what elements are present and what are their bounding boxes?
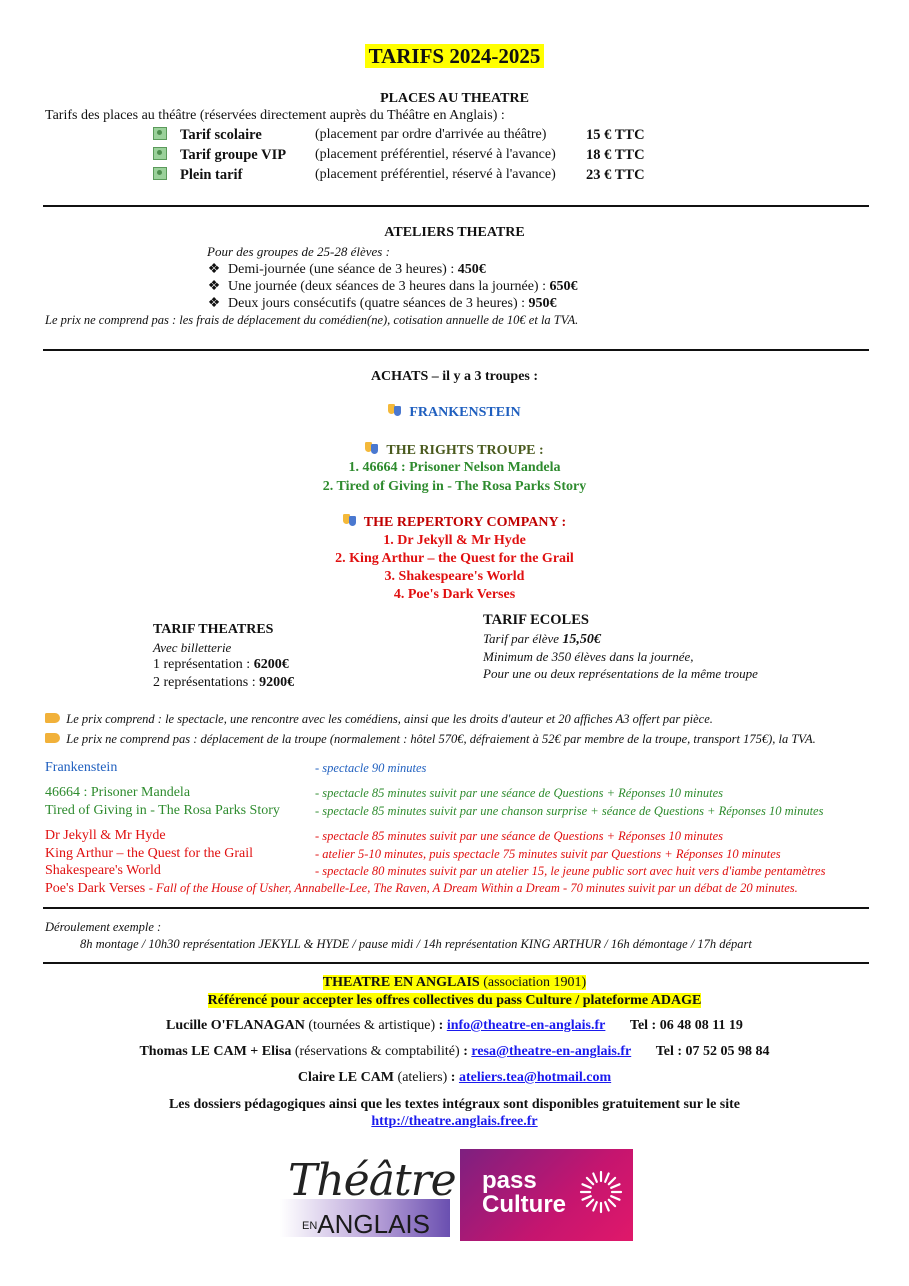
- show-desc: - spectacle 85 minutes suivit par une chanson surprise + séance de Questions + Réponses 10 minutes: [315, 804, 824, 818]
- page-title: TARIFS 2024-2025: [365, 44, 545, 68]
- tarif-ecoles-line-text: Tarif par élève: [483, 631, 563, 646]
- contact-row: Thomas LE CAM + Elisa (réservations & comptabilité) : resa@theatre-en-anglais.fr Tel : 07 52 05 98 84: [139, 1044, 770, 1059]
- show-name: Poe's Dark Verses: [45, 881, 149, 896]
- show-desc: - spectacle 85 minutes suivit par une séance de Questions + Réponses 10 minutes: [315, 829, 724, 843]
- contact-email-link[interactable]: ateliers.tea@hotmail.com: [458, 1070, 612, 1085]
- contact-tel: Tel : 06 48 08 11 19: [629, 1018, 743, 1033]
- tarif-ecoles-line3: Pour une ou deux représentations de la même troupe: [483, 666, 758, 681]
- troupe-repertory-item: 3. Shakespeare's World: [384, 569, 525, 584]
- troupe-frankenstein-label: FRANKENSTEIN: [409, 405, 521, 420]
- show-desc: - spectacle 90 minutes: [315, 761, 427, 775]
- theatre-masks-icon: [388, 404, 402, 416]
- troupe-rights-item: 2. Tired of Giving in - The Rosa Parks Story: [322, 479, 587, 494]
- ateliers-item-text: Demi-journée (une séance de 3 heures) :: [228, 262, 458, 277]
- theatre-en-anglais-logo: [280, 1149, 454, 1240]
- divider: [43, 205, 869, 207]
- contact-email-link[interactable]: resa@theatre-en-anglais.fr: [471, 1044, 632, 1059]
- contact-name: Lucille O'FLANAGAN: [166, 1018, 305, 1033]
- show-poe: [45, 881, 798, 897]
- org-note: (association 1901): [479, 975, 587, 990]
- tarif-ecoles-line-price: 15,50€: [562, 632, 601, 647]
- diamond-bullet-icon: ❖: [207, 279, 221, 294]
- contact-name: Thomas LE CAM + Elisa: [139, 1044, 292, 1059]
- tarif-theatres-heading: TARIF THEATRES: [153, 622, 274, 637]
- troupe-repertory-item: 1. Dr Jekyll & Mr Hyde: [383, 533, 526, 548]
- places-row-name: Plein tarif: [180, 167, 243, 183]
- places-row-price: 23 € TTC: [586, 167, 645, 183]
- show-desc: - spectacle 85 minutes suivit par une séance de Questions + Réponses 10 minutes: [315, 786, 724, 800]
- places-row-price: 18 € TTC: [586, 147, 645, 163]
- ateliers-heading: ATELIERS THEATRE: [384, 225, 525, 240]
- divider: [43, 962, 869, 964]
- divider: [43, 349, 869, 351]
- pass-logo-line1: pass: [482, 1167, 537, 1194]
- pass-culture-notice: Référencé pour accepter les offres collectives du pass Culture / plateforme ADAGE: [207, 993, 702, 1008]
- note-excludes-text: Le prix ne comprend pas : déplacement de la troupe (normalement : hôtel 570€, défraiement à 52€ par membre de la troupe, transport 175€), la TVA.: [66, 732, 816, 746]
- contact-role: (tournées & artistique): [304, 1018, 439, 1033]
- deroulement-text: 8h montage / 10h30 représentation JEKYLL & HYDE / pause midi / 14h représentation KING ARTHUR / 16h démontage / 17h départ: [80, 937, 752, 951]
- pass-logo-line2: Culture: [482, 1191, 566, 1218]
- tarif-theatres-sub: Avec billetterie: [153, 640, 232, 655]
- org-line: [0, 975, 909, 991]
- ateliers-item-price: 650€: [549, 279, 578, 294]
- logo-en: EN: [302, 1220, 318, 1233]
- pointing-hand-icon: [45, 733, 60, 743]
- logo-anglais: ANGLAIS: [317, 1209, 430, 1239]
- troupe-rights-title: THE RIGHTS TROUPE :: [386, 443, 544, 458]
- show-desc: - atelier 5-10 minutes, puis spectacle 75 minutes suivit par Questions + Réponses 10 minutes: [315, 847, 781, 861]
- troupe-repertory: [0, 514, 909, 531]
- contact-tel: Tel : 07 52 05 98 84: [655, 1044, 770, 1059]
- tarif-ecoles-line2: Minimum de 350 élèves dans la journée,: [483, 649, 694, 664]
- places-row-desc: (placement préférentiel, réservé à l'avance): [315, 147, 556, 162]
- show-name: Dr Jekyll & Mr Hyde: [45, 828, 166, 843]
- org-name: THEATRE EN ANGLAIS: [322, 975, 480, 990]
- troupe-frankenstein: [0, 404, 909, 421]
- deroulement-label: Déroulement exemple :: [45, 920, 162, 934]
- places-row-desc: (placement par ordre d'arrivée au théâtre): [315, 127, 547, 142]
- ateliers-item: [207, 278, 577, 295]
- contact-name: Claire LE CAM: [297, 1070, 395, 1085]
- tarif-ecoles-heading: TARIF ECOLES: [483, 612, 589, 628]
- tarif-ecoles-line: [483, 631, 601, 648]
- places-row-name: Tarif scolaire: [180, 127, 262, 143]
- diamond-bullet-icon: ❖: [207, 296, 221, 311]
- show-desc: - Fall of the House of Usher, Annabelle-Lee, The Raven, A Dream Within a Dream - 70 minutes suivit par un débat de 20 minutes.: [148, 881, 798, 895]
- note-excludes: [45, 732, 816, 747]
- diamond-bullet-icon: ❖: [207, 262, 221, 277]
- pass-line-wrap: [0, 993, 909, 1009]
- troupe-repertory-title: THE REPERTORY COMPANY :: [363, 515, 567, 530]
- contact-row: Lucille O'FLANAGAN (tournées & artistique) : info@theatre-en-anglais.fr Tel : 06 48 08 11 19: [166, 1018, 743, 1033]
- ateliers-item-text: Une journée (deux séances de 3 heures dans la journée) :: [228, 279, 550, 294]
- money-icon: [153, 127, 167, 140]
- money-icon: [153, 167, 167, 180]
- contact-role: (réservations & comptabilité): [291, 1044, 464, 1059]
- theatre-masks-icon: [365, 442, 379, 454]
- pointing-hand-icon: [45, 713, 60, 723]
- tarif-theatres-line-text: 2 représentations :: [153, 675, 260, 690]
- tarif-theatres-line-text: 1 représentation :: [153, 657, 254, 672]
- contact-email-link[interactable]: info@theatre-en-anglais.fr: [446, 1018, 606, 1033]
- tarif-theatres-line: [153, 657, 289, 673]
- show-name: Frankenstein: [45, 760, 118, 775]
- tarif-theatres-line-price: 9200€: [259, 675, 295, 690]
- ateliers-item-text: Deux jours consécutifs (quatre séances de 3 heures) :: [228, 296, 529, 311]
- sunburst-icon: [578, 1169, 624, 1215]
- ateliers-intro: Pour des groupes de 25-28 élèves :: [207, 244, 390, 259]
- troupe-repertory-item: 2. King Arthur – the Quest for the Grail: [335, 551, 574, 566]
- show-desc: - spectacle 80 minutes suivit par un atelier 15, le jeune public sort avec huit vers d'iambe pentamètres: [315, 864, 826, 878]
- logo-theatre-word: Théâtre: [288, 1155, 456, 1206]
- places-intro: Tarifs des places au théâtre (réservées directement auprès du Théâtre en Anglais) :: [45, 108, 505, 123]
- troupe-rights-item: 1. 46664 : Prisoner Nelson Mandela: [348, 460, 561, 475]
- contact-role: (ateliers): [394, 1070, 451, 1085]
- site-link[interactable]: http://theatre.anglais.free.fr: [371, 1114, 538, 1129]
- tarif-theatres-line-price: 6200€: [253, 657, 289, 672]
- show-name: 46664 : Prisoner Mandela: [45, 785, 191, 800]
- money-icon: [153, 147, 167, 160]
- show-name: Shakespeare's World: [45, 863, 161, 878]
- troupe-repertory-item: 4. Poe's Dark Verses: [393, 587, 516, 602]
- places-heading: PLACES AU THEATRE: [380, 91, 529, 106]
- site-link-wrap: [0, 1114, 909, 1130]
- note-includes-text: Le prix comprend : le spectacle, une rencontre avec les comédiens, ainsi que les droits d'auteur et 20 affiches A3 offert par pièce.: [66, 712, 713, 726]
- ateliers-note: Le prix ne comprend pas : les frais de déplacement du comédien(ne), cotisation annuelle de 10€ et la TVA.: [45, 313, 579, 327]
- page-title-wrap: [0, 44, 909, 69]
- dossiers-text: Les dossiers pédagogiques ainsi que les textes intégraux sont disponibles gratuitement sur le site: [168, 1097, 741, 1112]
- places-row-desc: (placement préférentiel, réservé à l'avance): [315, 167, 556, 182]
- tarif-theatres-line: [153, 675, 294, 691]
- ateliers-item: [207, 295, 557, 312]
- theatre-masks-icon: [343, 514, 357, 526]
- places-row-name: Tarif groupe VIP: [180, 147, 287, 163]
- troupe-rights: [0, 442, 909, 459]
- ateliers-item: [207, 261, 486, 278]
- show-name: King Arthur – the Quest for the Grail: [45, 846, 254, 861]
- ateliers-item-price: 450€: [457, 262, 486, 277]
- note-includes: [45, 712, 713, 727]
- pass-culture-logo: [460, 1149, 633, 1241]
- logo-anglais-line: [302, 1209, 430, 1240]
- contact-row: Claire LE CAM (ateliers) : ateliers.tea@hotmail.com: [297, 1070, 612, 1085]
- places-row: [153, 147, 167, 165]
- show-name: Tired of Giving in - The Rosa Parks Story: [45, 803, 280, 818]
- divider: [43, 907, 869, 909]
- achats-heading: ACHATS – il y a 3 troupes :: [370, 369, 539, 384]
- places-row-price: 15 € TTC: [586, 127, 645, 143]
- places-row: [153, 127, 167, 145]
- ateliers-item-price: 950€: [528, 296, 557, 311]
- places-row: [153, 167, 167, 185]
